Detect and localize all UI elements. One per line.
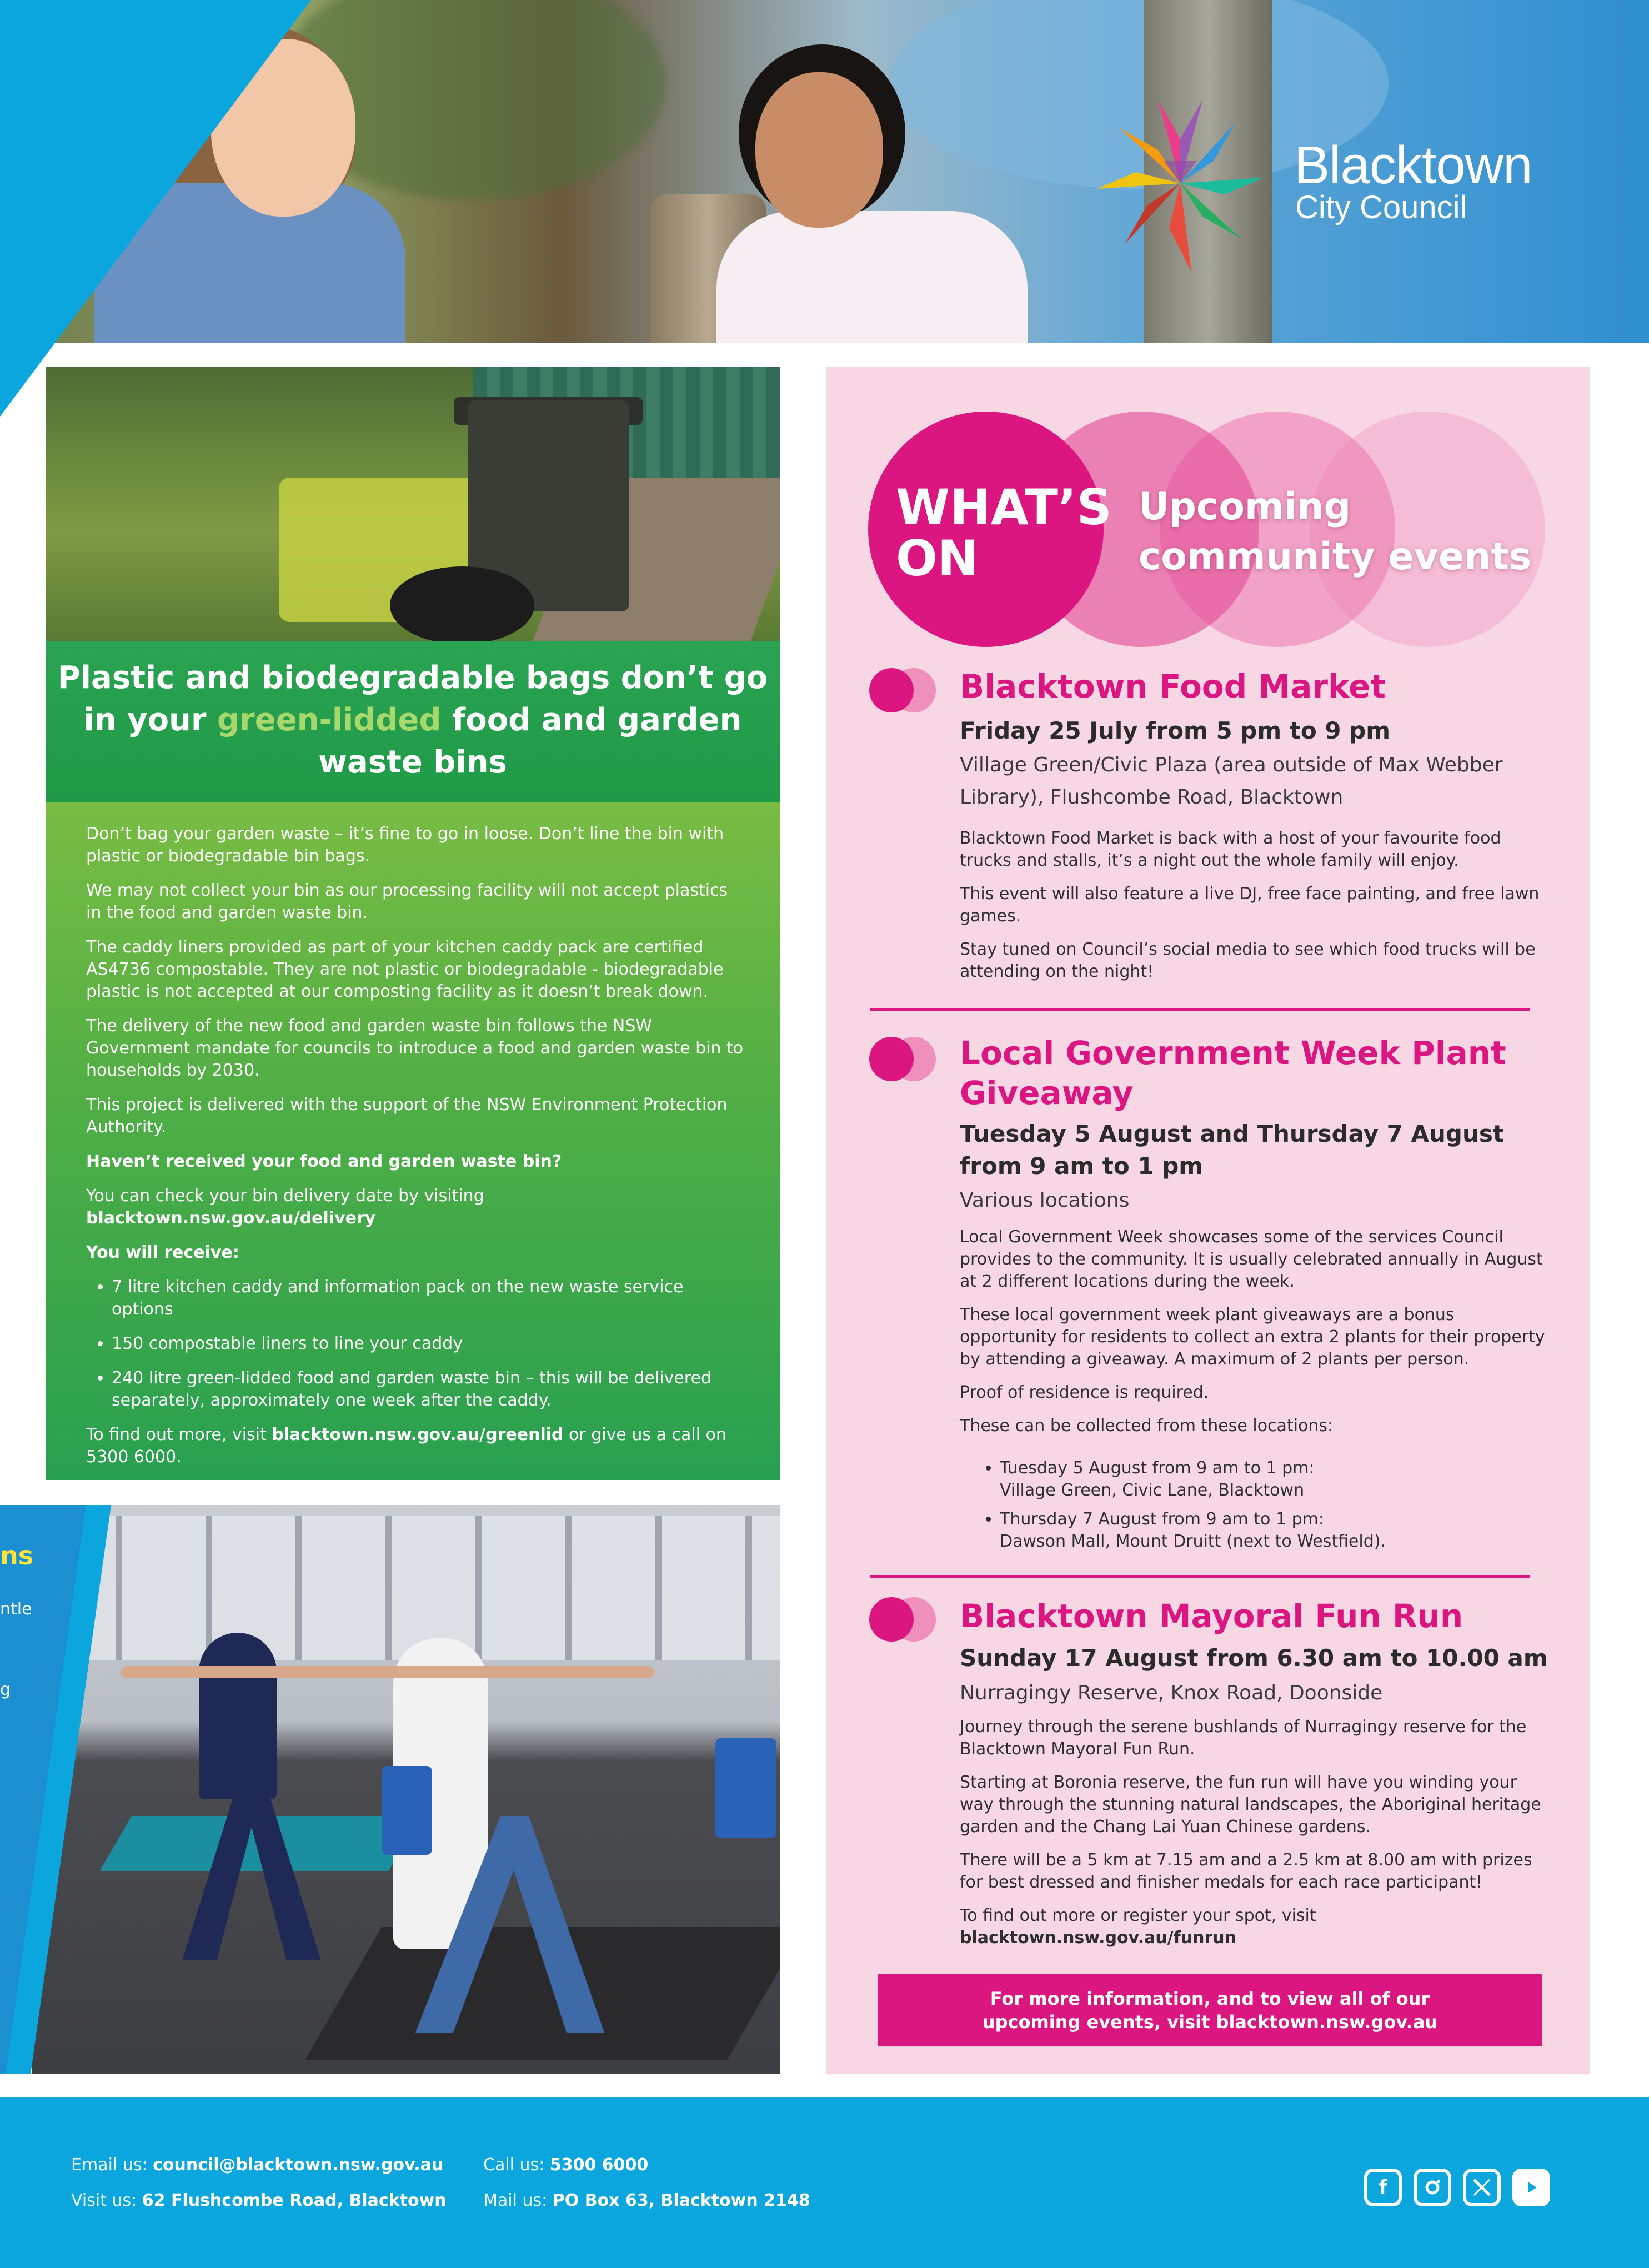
- event-date: Sunday 17 August from 6.30 am to 10.00 am: [960, 1644, 1548, 1672]
- waste-paragraph: Don’t bag your garden waste – it’s fine to go in loose. Don’t line the bin with plastic or biodegradable bin bags.: [86, 824, 724, 866]
- youtube-icon[interactable]: [1512, 2169, 1550, 2206]
- whats-on-title: WHAT’S ON: [896, 479, 1112, 587]
- yoga-text-fragment: g: [0, 1680, 11, 1699]
- garden-bin-photo: [46, 367, 780, 641]
- waste-paragraph: The caddy liners provided as part of your kitchen caddy pack are certified AS4736 compostable. They are not plastic or biodegradable - biodegradable plastic is not accepted at our composting facility as it doesn’t break down.: [86, 937, 724, 1001]
- waste-heading: Plastic and biodegradable bags don’t go in your green-lidded food and garden waste bins: [57, 660, 768, 780]
- waste-paragraph: We may not collect your bin as our processing facility will not accept plastics in the food and garden waste bin.: [86, 881, 728, 922]
- waste-paragraph: This project is delivered with the support of the NSW Environment Protection Authority.: [86, 1095, 728, 1137]
- delivery-link[interactable]: blacktown.nsw.gov.au/delivery: [86, 1208, 376, 1228]
- event-title: Blacktown Food Market: [960, 668, 1386, 705]
- event-date: Friday 25 July from 5 pm to 9 pm: [960, 717, 1390, 744]
- instagram-icon[interactable]: [1414, 2169, 1451, 2206]
- event-bullet-icon: [869, 668, 936, 712]
- list-item: • 7 litre kitchen caddy and information pack on the new waste service options: [112, 1276, 747, 1321]
- yoga-text-fragment: ntle: [0, 1599, 32, 1619]
- list-item: • 150 compostable liners to line your caddy: [112, 1333, 747, 1355]
- whats-on-subtitle: Upcoming community events: [1139, 485, 1532, 579]
- event-title: Local Government Week Plant Giveaway: [960, 1034, 1506, 1112]
- heading-highlight: green-lidded: [217, 702, 442, 738]
- footer-visit: Visit us: 62 Flushcombe Road, Blacktown: [71, 2191, 447, 2210]
- receive-heading: You will receive:: [86, 1243, 239, 1262]
- logo-title: Blacktown: [1294, 136, 1532, 195]
- event-divider: [870, 1008, 1530, 1011]
- waste-paragraph: The delivery of the new food and garden waste bin follows the NSW Government mandate for councils to introduce a food and garden waste bin to households by 2030.: [86, 1016, 744, 1080]
- event-location: Village Green/Civic Plaza (area outside of Max Webber Library), Flushcombe Road, Blacktown: [960, 754, 1503, 809]
- x-icon[interactable]: [1463, 2169, 1501, 2206]
- cta-line: For more information, and to view all of our: [990, 1988, 1430, 2009]
- yoga-class-photo: [32, 1505, 780, 2074]
- facebook-icon[interactable]: f: [1364, 2169, 1402, 2206]
- list-item: • Tuesday 5 August from 9 am to 1 pm: Village Green, Civic Lane, Blacktown: [1000, 1457, 1548, 1502]
- footer-call: Call us: 5300 6000: [483, 2155, 649, 2175]
- footer-email: Email us: council@blacktown.nsw.gov.au: [71, 2155, 444, 2175]
- event-bullet-icon: [869, 1597, 936, 1642]
- event-location: Various locations: [960, 1189, 1130, 1212]
- event-description: Blacktown Food Market is back with a host of your favourite food trucks and stalls, it’s a night out the whole family will enjoy. This event will also feature a live DJ, free face painting, and free lawn games. Stay tuned on Council’s social media to see which food trucks will be attending on the night!: [960, 829, 1540, 981]
- event-date: Tuesday 5 August and Thursday 7 August from 9 am to 1 pm: [960, 1120, 1504, 1180]
- more-info-text: To find out more, visit blacktown.nsw.gov.au/greenlid or give us a call on 5300 6000.: [86, 1425, 726, 1467]
- yoga-title-fragment: ns: [0, 1541, 34, 1570]
- event-location: Nurragingy Reserve, Knox Road, Doonside: [960, 1682, 1383, 1704]
- waste-question: Haven’t received your food and garden waste bin?: [86, 1152, 562, 1171]
- footer-mail: Mail us: PO Box 63, Blacktown 2148: [483, 2191, 810, 2210]
- receive-list: [86, 1276, 747, 1412]
- event-description: Journey through the serene bushlands of Nurragingy reserve for the Blacktown Mayoral Fun Run. Starting at Boronia reserve, the fun run will have you winding your way through the stunning natural landscapes, the Aboriginal heritage garden and the Chang Lai Yuan Chinese gardens. There will be a 5 km at 7.15 am and a 2.5 km at 8.00 am with prizes for best dressed and finisher medals for each race participant! To find out more or register your spot, visit blacktown.nsw.gov.au/funrun: [960, 1717, 1541, 1948]
- event-bullet-icon: [869, 1037, 936, 1081]
- funrun-link[interactable]: blacktown.nsw.gov.au/funrun: [960, 1928, 1236, 1948]
- event-title: Blacktown Mayoral Fun Run: [960, 1597, 1463, 1635]
- greenlid-link[interactable]: blacktown.nsw.gov.au/greenlid: [272, 1425, 564, 1444]
- waste-info-text: [86, 823, 747, 1481]
- email-link[interactable]: council@blacktown.nsw.gov.au: [153, 2155, 444, 2175]
- event-divider: [870, 1575, 1530, 1578]
- giveaway-locations: [960, 1457, 1548, 1564]
- event-description: Local Government Week showcases some of the services Council provides to the community. It is usually celebrated annually in August at 2 different locations during the week. These local government week plant giveaways are a bonus opportunity for residents to collect an extra 2 plants for their property by attending a giveaway. A maximum of 2 plants per person. Proof of residence is required. These can be collected from these locations:: [960, 1227, 1545, 1436]
- phone-link[interactable]: 5300 6000: [549, 2155, 649, 2175]
- more-info-banner[interactable]: [878, 1974, 1542, 2046]
- delivery-check-text: You can check your bin delivery date by visiting blacktown.nsw.gov.au/delivery: [86, 1186, 484, 1228]
- yoga-blue-strip: [0, 1505, 111, 2074]
- list-item: • 240 litre green-lidded food and garden waste bin – this will be delivered separately, approximately one week after the caddy.: [112, 1367, 747, 1412]
- logo-subtitle: City Council: [1295, 189, 1467, 225]
- blue-corner-wedge: [0, 0, 389, 422]
- cta-line: upcoming events, visit blacktown.nsw.gov.au: [982, 2011, 1438, 2033]
- list-item: • Thursday 7 August from 9 am to 1 pm: Dawson Mall, Mount Druitt (next to Westfield).: [1000, 1508, 1548, 1553]
